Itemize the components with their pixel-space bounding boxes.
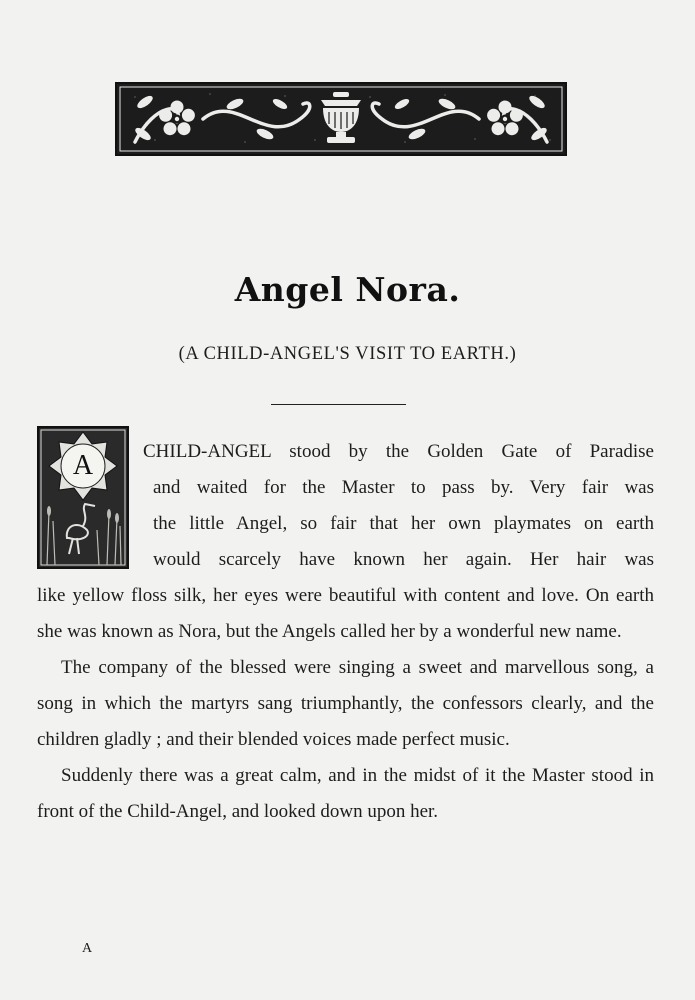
paragraph-2: The company of the blessed were singing a sweet and marvellous song, a song in which the martyrs sang triumphantly, the confessors clearly, and the children gladly ; and their blended voices made perfect music. bbox=[37, 657, 654, 750]
paragraph-1-continued: like yellow floss silk, her eyes were beautiful with content and love. On earth she was known as Nora, but the Angels called her by a wonderful new name. bbox=[37, 585, 654, 642]
text-line: and waited for the Master to pass by. Very fair was bbox=[153, 477, 654, 498]
text-line: would scarcely have known her again. Her hair was bbox=[153, 549, 654, 570]
page-subtitle: (A CHILD-ANGEL'S VISIT TO EARTH.) bbox=[178, 344, 517, 364]
paragraph-1 bbox=[37, 434, 654, 830]
title-divider bbox=[271, 404, 406, 405]
floral-urn-ornament-icon bbox=[115, 82, 567, 156]
text-line: the little Angel, so fair that her own playmates on earth bbox=[153, 513, 654, 534]
ornamental-headpiece bbox=[115, 82, 567, 156]
text-line: CHILD-ANGEL stood by the Golden Gate of Paradise bbox=[143, 441, 654, 462]
signature-mark: A bbox=[82, 941, 94, 956]
initial-letter: A bbox=[72, 450, 94, 481]
paragraph-3: Suddenly there was a great calm, and in the midst of it the Master stood in front of the Child-Angel, and looked down upon her. bbox=[37, 765, 654, 822]
page-title: Angel Nora. bbox=[234, 270, 461, 309]
